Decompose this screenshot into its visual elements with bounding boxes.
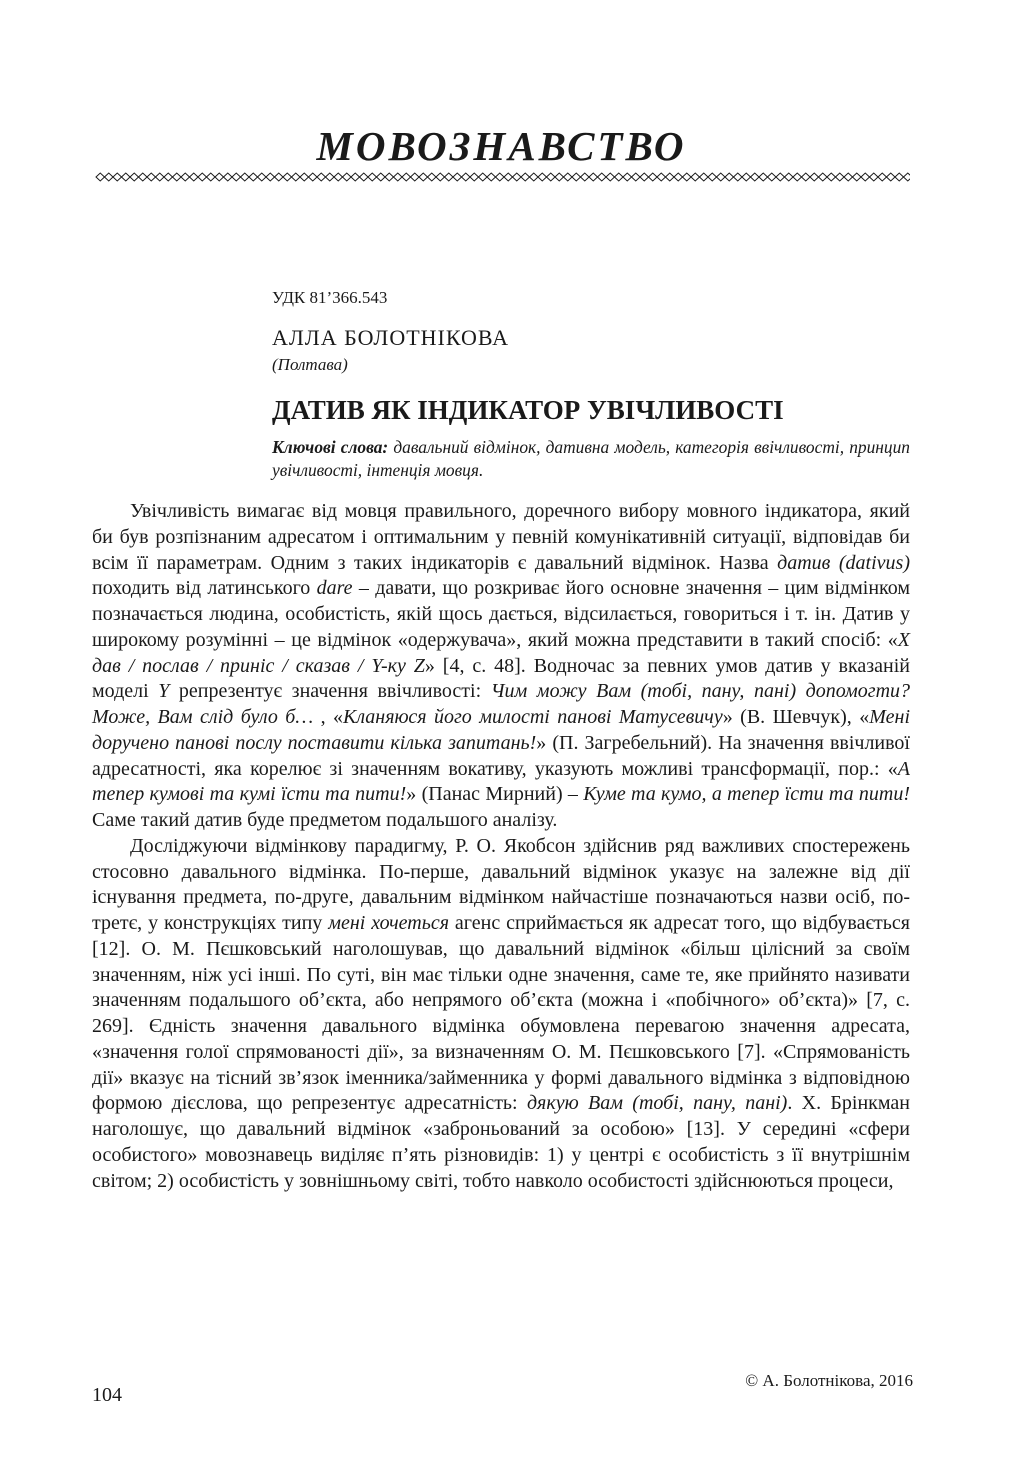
ornament-diamond (122, 173, 131, 181)
ornament-diamond (156, 173, 165, 181)
ornament-diamond (360, 173, 369, 181)
ornament-diamond (198, 173, 207, 181)
ornament-diamond (453, 173, 462, 181)
ornament-diamond (640, 173, 649, 181)
ornament-diamond (759, 173, 768, 181)
ornament-diamond (708, 173, 717, 181)
ornament-diamond (105, 173, 114, 181)
ornament-diamond (547, 173, 556, 181)
ornament-diamond (496, 173, 505, 181)
ornament-diamond (615, 173, 624, 181)
ornament-diamond (674, 173, 683, 181)
ornament-diamond (317, 173, 326, 181)
text-run: – давати, що розкриває його основне значення – цим відмінком позначається людина, особистість, якій щось дається, відсилається, говориться і т. ін. Датив у широкому розумінні – це відмінок «одержувача», який можна представити в такий спосіб: « (92, 577, 910, 651)
ornament-border (92, 169, 910, 185)
text-run: » (Панас Мирний) – (406, 783, 584, 806)
ornament-diamond (207, 173, 216, 181)
ornament-diamond (334, 173, 343, 181)
ornament-diamond (139, 173, 148, 181)
text-run: . Х. Брінкман наголошує, що давальний відмінок «заброньований за особою» [13]. У середині «сфери особистого» мовознавець виділяє п’ять різновидів: 1) у центрі є особистість з її внутрішнім світом; 2) особистість у зовнішньому світі, тобто навколо особистості здійснюються процеси, (92, 1092, 910, 1192)
section-title: МОВОЗНАВСТВО (316, 123, 687, 169)
ornament-diamond (283, 173, 292, 181)
ornament-diamond (513, 173, 522, 181)
ornament-diamond (470, 173, 479, 181)
text-run: репрезентує значення ввічливості: (169, 680, 491, 703)
text-run: походить від латинського (92, 577, 317, 600)
italic-run: Кланяюся його милості панові Матусевичу (343, 706, 723, 728)
ornament-diamond (717, 173, 726, 181)
ornament-diamond (734, 173, 743, 181)
keywords-label: Ключові слова: (272, 437, 389, 457)
ornament-diamond (666, 173, 675, 181)
ornament-diamond (623, 173, 632, 181)
ornament-diamond (96, 173, 105, 181)
ornament-diamond (113, 173, 122, 181)
italic-run: dare (316, 577, 353, 600)
ornament-diamond (232, 173, 241, 181)
ornament-diamond (904, 173, 911, 181)
article-body (92, 499, 910, 1194)
ornament-diamond (351, 173, 360, 181)
ornament-diamond (385, 173, 394, 181)
text-run: » [4, с. 48]. Водночас за певних умов датив у вказаній моделі (92, 654, 911, 703)
text-run: » (В. Шевчук), « (722, 706, 870, 728)
keywords (272, 436, 910, 482)
ornament-diamond (530, 173, 539, 181)
author-city: (Полтава) (272, 355, 348, 374)
ornament-diamond (581, 173, 590, 181)
ornament-diamond (241, 173, 250, 181)
ornament-diamond (411, 173, 420, 181)
ornament-diamond (895, 173, 904, 181)
ornament-diamond (436, 173, 445, 181)
ornament-diamond (215, 173, 224, 181)
ornament-diamond (428, 173, 437, 181)
ornament-diamond (419, 173, 428, 181)
ornament-diamond (793, 173, 802, 181)
italic-run: мені хочеться (328, 912, 449, 934)
ornament-diamond (700, 173, 709, 181)
ornament-diamond (785, 173, 794, 181)
copyright-notice: © А. Болотнікова, 2016 (745, 1371, 913, 1390)
italic-run: Чим можу Вам (тобі, пану, пані) допомогти? Може, Вам слід було б… (92, 680, 911, 728)
ornament-diamond (173, 173, 182, 181)
ornament-diamond (190, 173, 199, 181)
page-number: 104 (92, 1384, 122, 1406)
italic-run: датив (dativus) (777, 551, 910, 574)
ornament-diamond (181, 173, 190, 181)
ornament-diamond (683, 173, 692, 181)
text-run: Досліджуючи відмінкову парадигму, Р. О. Якобсон здійснив ряд важливих спостережень стосовно давального відмінка. По-перше, давальний відмінок указує на залежне від дії існування предмета, по-друге, давальним відмінком найчастіше позначаються назви осіб, по-третє, у конструкціях типу (92, 834, 910, 934)
ornament-diamond (878, 173, 887, 181)
author-name: АЛЛА БОЛОТНІКОВА (272, 325, 510, 350)
ornament-diamond (377, 173, 386, 181)
italic-run: X дав / послав / приніс / сказав / Y-ку Z (92, 628, 910, 677)
ornament-diamond (300, 173, 309, 181)
italic-run: Куме та кумо, а тепер їсти та пити! (583, 783, 911, 806)
ornament-diamond (844, 173, 853, 181)
italic-run: А тепер кумові та кумі їсти та пити! (92, 757, 910, 806)
ornament-diamond (725, 173, 734, 181)
ornament-diamond (130, 173, 139, 181)
ornament-diamond (368, 173, 377, 181)
ornament-diamond (606, 173, 615, 181)
ornament-diamond (589, 173, 598, 181)
body-paragraph (92, 499, 910, 834)
ornament-diamond (819, 173, 828, 181)
ornament-diamond (258, 173, 267, 181)
ornament-diamond (742, 173, 751, 181)
text-run: » (П. Загребельний). На значення ввічливої адресатності, яка корелює зі значенням вокативу, указують можливі трансформації, пор.: « (92, 731, 910, 780)
ornament-diamond (751, 173, 760, 181)
ornament-diamond (147, 173, 156, 181)
ornament-diamond (326, 173, 335, 181)
ornament-diamond (394, 173, 403, 181)
ornament-diamond (309, 173, 318, 181)
ornament-diamond (402, 173, 411, 181)
ornament-diamond (827, 173, 836, 181)
ornament-diamond (343, 173, 352, 181)
ornament-diamond (487, 173, 496, 181)
article-title: ДАТИВ ЯК ІНДИКАТОР УВІЧЛИВОСТІ (272, 395, 784, 425)
ornament-diamond (445, 173, 454, 181)
ornament-diamond (810, 173, 819, 181)
ornament-diamond (870, 173, 879, 181)
ornament-diamond (462, 173, 471, 181)
italic-run: дякую Вам (тобі, пану, пані) (526, 1092, 788, 1115)
ornament-diamond (249, 173, 258, 181)
text-run: агенс сприймається як адресат того, що відбувається [12]. О. М. Пєшковський наголошував, що давальний відмінок «більш цілісний за своїм значенням, ніж усі інші. По суті, він має тільки одне значення, саме те, яке прийнято називати значенням подальшого об’єкта, або непрямого об’єкта (можна і «побічного» об’єкта)» [7, с. 269]. Єдність значення давального відмінка обумовлена перевагою значення адресата, «значення голої спрямованості дії», за визначенням О. М. Пєшковського [7]. «Спрямованість дії» вказує на тісний зв’язок іменника/займенника у формі давального відмінка з відповідною формою дієслова, що репрезентує адресатність: (92, 912, 910, 1115)
ornament-diamond (853, 173, 862, 181)
ornament-diamond (861, 173, 870, 181)
ornament-diamond (657, 173, 666, 181)
text-run: Саме такий датив буде предметом подальшого аналізу. (92, 809, 558, 831)
ornament-diamond (632, 173, 641, 181)
ornament-diamond (649, 173, 658, 181)
italic-run: Мені доручено панові послу поставити кілька запитань! (92, 706, 910, 754)
ornament-diamond (887, 173, 896, 181)
body-paragraph (92, 834, 910, 1195)
ornament-diamond (572, 173, 581, 181)
text-run: , « (313, 706, 344, 728)
ornament-diamond (479, 173, 488, 181)
ornament-diamond (836, 173, 845, 181)
udk-code: УДК 81’366.543 (272, 288, 388, 307)
ornament-diamond (266, 173, 275, 181)
ornament-diamond (521, 173, 530, 181)
ornament-diamond (802, 173, 811, 181)
text-run: Увічливість вимагає від мовця правильного, доречного вибору мовного індикатора, який би був розпізнаним адресатом і оптимальним у певній комунікативній ситуації, відповідав би всім її параметрам. Одним з таких індикаторів є давальний відмінок. Назва (92, 500, 910, 574)
ornament-diamond (224, 173, 233, 181)
ornament-diamond (776, 173, 785, 181)
keywords-text: давальний відмінок, дативна модель, категорія ввічливості, принцип увічливості, інтенція мовця. (272, 437, 910, 480)
ornament-diamond (768, 173, 777, 181)
italic-run: Y (158, 680, 170, 703)
ornament-diamond (292, 173, 301, 181)
ornament-diamond (164, 173, 173, 181)
ornament-diamond (564, 173, 573, 181)
ornament-diamond (555, 173, 564, 181)
ornament-diamond (538, 173, 547, 181)
ornament-diamond (691, 173, 700, 181)
ornament-diamond (598, 173, 607, 181)
ornament-diamond (275, 173, 284, 181)
ornament-diamond (504, 173, 513, 181)
ornament-divider (92, 169, 910, 185)
